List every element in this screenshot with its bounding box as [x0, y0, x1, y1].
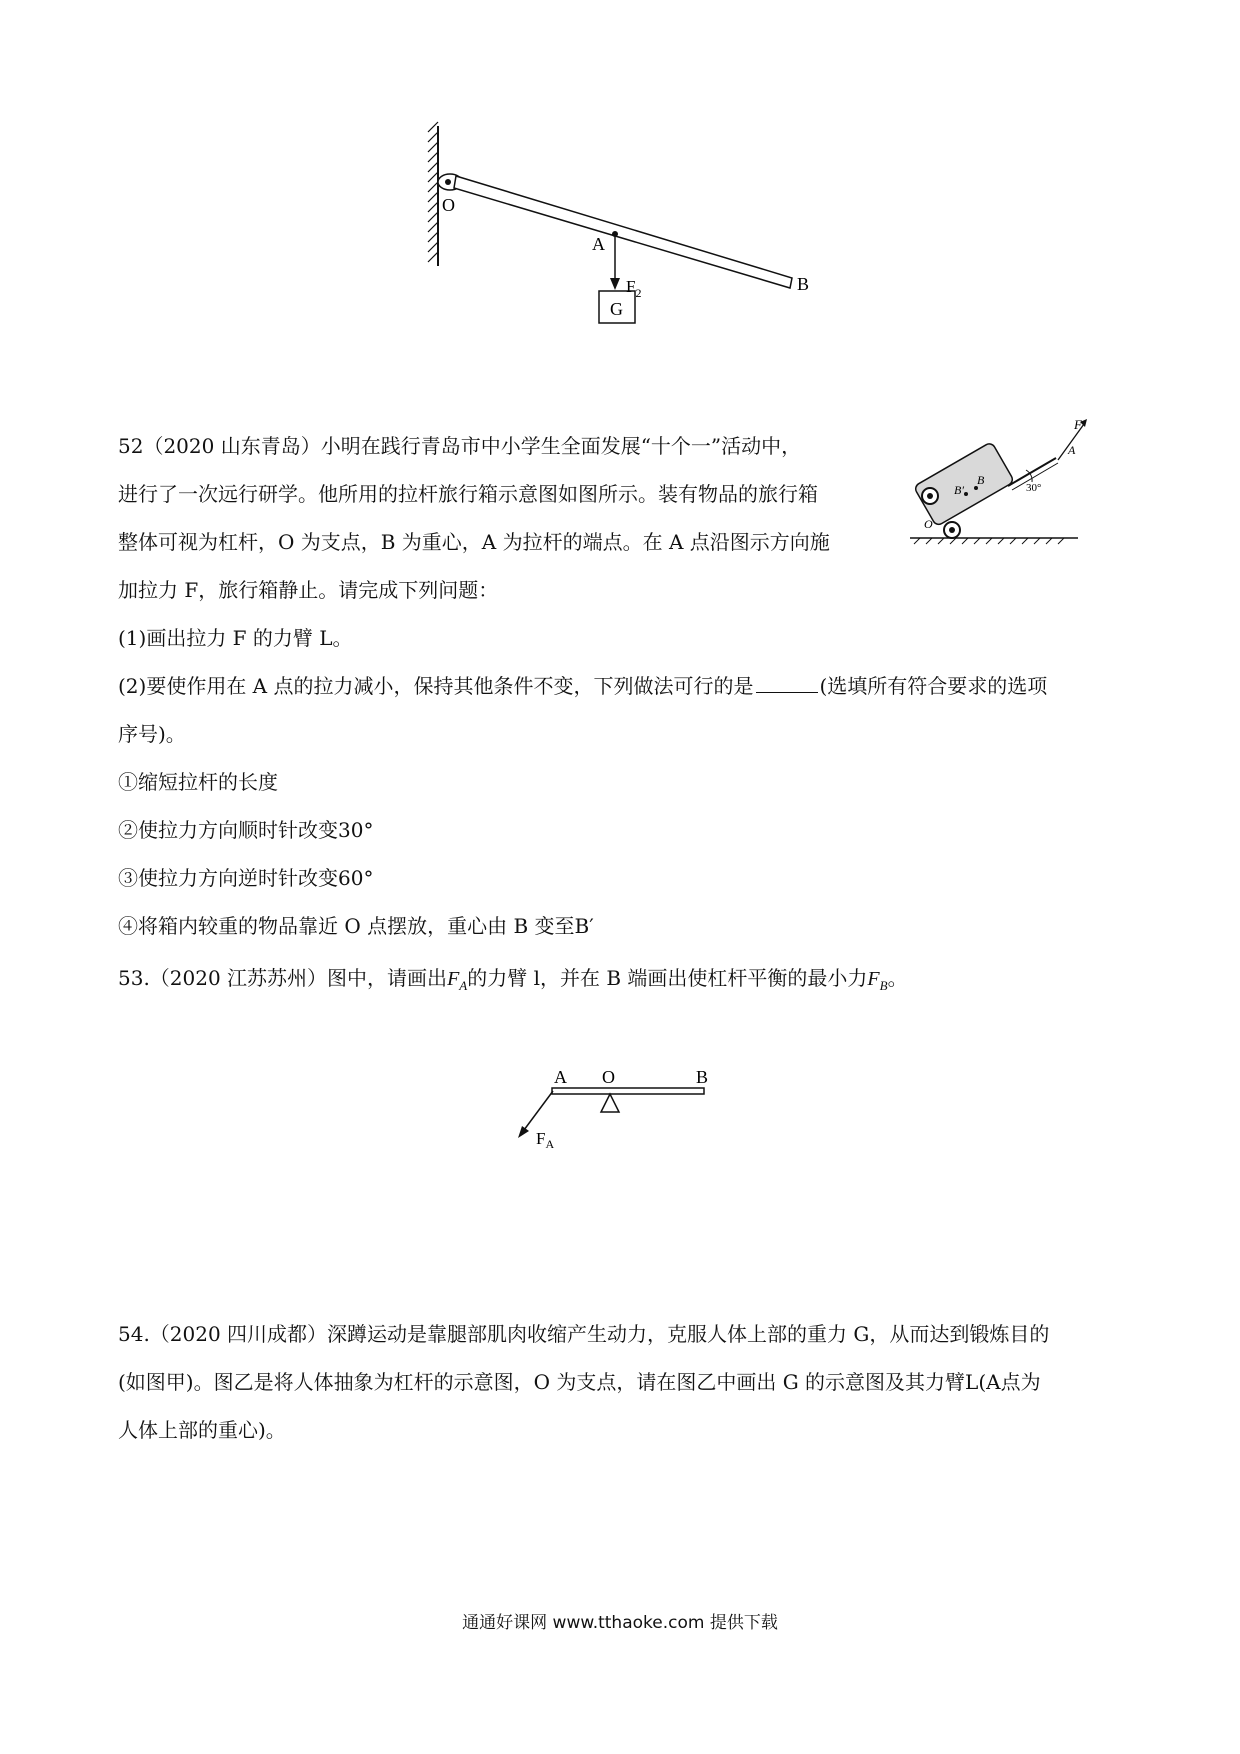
q52-sub2 [118, 670, 1047, 699]
lever-label-o: O [602, 1067, 615, 1087]
suitcase-label-angle: 30° [1026, 482, 1042, 494]
suitcase-label-b: B [977, 473, 985, 487]
page-footer: 通通好课网 www.tthaoke.com 提供下载 [462, 1613, 778, 1633]
q53-fa: $F_A$ [447, 968, 468, 993]
q52-sub2-text: (2)要使作用在 A 点的拉力减小，保持其他条件不变，下列做法可行的是 [118, 674, 754, 698]
q53-text-end: 。 [887, 966, 908, 990]
q52-sub2-cont: 序号)。 [118, 722, 186, 746]
lever-figure-wall [420, 118, 860, 348]
lever-label-b: B [696, 1067, 709, 1087]
suitcase-label-b-prime: B′ [954, 483, 964, 497]
label-a: A [592, 234, 605, 254]
q54-line-1: 54.（2020 四川成都）深蹲运动是靠腿部肌肉收缩产生动力，克服人体上部的重力 G，从而达到锻炼目的 [118, 1322, 1050, 1346]
q52-option-1: ①缩短拉杆的长度 [118, 770, 278, 794]
q52-sub2-text-after: (选填所有符合要求的选项 [819, 674, 1048, 698]
q53-text-mid: 的力臂 l，并在 B 端画出使杠杆平衡的最小力 [467, 966, 868, 990]
suitcase-label-a: A [1068, 443, 1076, 457]
q53-text-before: 53.（2020 江苏苏州）图中，请画出 [118, 966, 448, 990]
suitcase-figure [908, 416, 1088, 546]
q52-line-1: 52（2020 山东青岛）小明在践行青岛市中小学生全面发展“十个一”活动中， [118, 434, 802, 458]
q52-sub1: (1)画出拉力 F 的力臂 L。 [118, 626, 353, 650]
q52-line-2: 进行了一次远行研学。他所用的拉杆旅行箱示意图如图所示。装有物品的旅行箱 [118, 482, 818, 506]
lever-figure-horizontal [510, 1060, 730, 1160]
label-o: O [442, 195, 455, 215]
suitcase-label-f: F [1074, 417, 1082, 432]
label-f2: $F_2$ [626, 277, 642, 300]
label-g: G [610, 299, 623, 319]
q53-text [118, 962, 908, 994]
answer-blank[interactable] [756, 674, 818, 693]
q52-option-4: ④将箱内较重的物品靠近 O 点摆放，重心由 B 变至B′ [118, 914, 594, 938]
label-b: B [797, 274, 810, 294]
q52-option-2: ②使拉力方向顺时针改变30° [118, 818, 374, 842]
q52-line-3: 整体可视为杠杆，O 为支点，B 为重心，A 为拉杆的端点。在 A 点沿图示方向施 [118, 530, 830, 554]
lever-label-fa: $F_A$ [536, 1129, 555, 1151]
q53-fb: $F_B$ [867, 968, 888, 993]
q54-line-3: 人体上部的重心)。 [118, 1418, 286, 1442]
q54-line-2: (如图甲)。图乙是将人体抽象为杠杆的示意图，O 为支点，请在图乙中画出 G 的示意图及其力臂L(A点为 [118, 1370, 1041, 1394]
q52-option-3: ③使拉力方向逆时针改变60° [118, 866, 374, 890]
suitcase-label-o: O [924, 517, 933, 531]
q52-line-4: 加拉力 F，旅行箱静止。请完成下列问题： [118, 578, 499, 602]
lever-label-a: A [554, 1067, 567, 1087]
